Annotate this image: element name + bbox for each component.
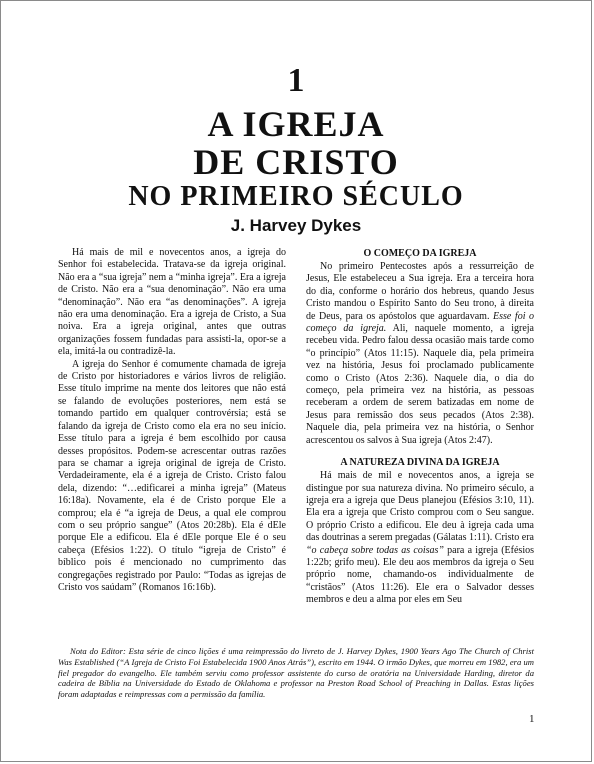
right-paragraph-1-start: No primeiro Pentecostes após a ressurreição de Jesus, Ele estabeleceu a Sua igreja. Era a terceira hora do dia, conforme o horário dos hebreus, quando Jesus Cristo mandou o Espírito Santo do Seu trono, à direita de Deus, para os apóstolos que aguardavam. xyxy=(306,261,534,322)
right-paragraph-1-emphasis: Esse foi o começo da igreja. xyxy=(306,310,535,335)
right-column xyxy=(306,247,534,607)
editor-note: Nota do Editor: Esta série de cinco lições é uma reimpressão do livreto de J. Harvey Dykes, 1900 Years Ago The Church of Christ Was Established (“A Igreja de Cristo Foi Estabelecida 1900 Anos Atrás”), escrito em 1944. O irmão Dykes, que morreu em 1982, era um fiel pregador do evangelho. Ele também serviu como professor assistente do curso de oratória na Universidade Harding, diretor da cadeira de Bíblia na Universidade do Estado de Oklahoma e professor na Preston Road School of Preaching in Dallas. Estas lições foram adaptadas e reimpressas com a permissão da família. xyxy=(58,646,534,700)
title-line-3: NO PRIMEIRO SÉCULO xyxy=(128,181,464,212)
right-paragraph-1 xyxy=(306,261,534,447)
section-heading-beginning: O COMEÇO DA IGREJA xyxy=(363,248,477,259)
left-column xyxy=(58,247,286,594)
section-heading-divine-nature: A NATUREZA DIVINA DA IGREJA xyxy=(340,457,500,469)
right-paragraph-2-emphasis: “o cabeça sobre todas as coisas” xyxy=(306,544,444,556)
right-paragraph-1-end: Ali, naquele momento, a igreja recebeu vida. Pedro falou dessa ocasião mais tarde como “o princípio” (Atos 11:15). Naquele dia, pela primeira vez na história, Jesus foi proclamado publicamente como o Cristo (Atos 2:36). Naquele dia, o dia do começo, pela primeira vez na história, as pessoas receberam a ordem de serem batizadas em nome de Jesus para remissão dos seus pecados (Atos 2:38). Naquele dia, pela primeira vez na história, o Senhor acrescentou os salvos à Sua igreja (Atos 2:47). xyxy=(306,323,534,446)
author-name: J. Harvey Dykes xyxy=(230,216,362,235)
page-number: 1 xyxy=(529,713,535,725)
chapter-number: 1 xyxy=(287,62,305,99)
right-paragraph-2-end: para a igreja (Efésios 1:22b; grifo meu). Ele deu aos membros da igreja o Seu próprio nome, chamando-os individualmente de “cristãos” (Atos 11:26). Ele era o Salvador desses membros e deu a alma por eles em Seu xyxy=(306,544,534,606)
title-line-1: A IGREJA xyxy=(207,104,385,144)
left-paragraph-2: A igreja do Senhor é comumente chamada de igreja de Cristo por historiadores e vários livros de religião. Esse título imprime na mente dos leitores que não está se falando de evoluções posteriores, nem está se tomando partido em qualquer controvérsia; está se falando da igreja de Cristo como ela era no seu início. Esse título para a igreja é bem escolhido por causa desses propósitos. Podem-se acrescentar outras razões para se chamar a igreja original de igreja de Cristo. Verdadeiramente, ela é a igreja de Cristo. Cristo falou dela, dizendo: “…edificarei a minha igreja” (Mateus 16:18a). Novamente, ela é de Cristo porque Ele a comprou; ela é “a igreja de Deus, a qual ele comprou com o seu próprio sangue” (Atos 20:28b). Ela é dEle porque Ele a edificou. Ela é dEle porque Ele é o seu cabeça (Efésios 1:22). O título “igreja de Cristo” é bíblico pois é mencionado no cumprimento das congregações registrado por Paulo: “Todas as igrejas de Cristo vos saúdam” (Romanos 16:16b). xyxy=(58,358,286,593)
right-paragraph-2-start: Há mais de mil e novecentos anos, a igreja se distingue por sua natureza divina. No primeiro século, a igreja era a igreja que Deus planejou (Efésios 3:10, 11). Ela era a igreja que Cristo comprou com o Seu sangue. O próprio Cristo a edificou. Ele deu à igreja cada uma das doutrinas a serem pregadas (Gálatas 1:11). Cristo era xyxy=(306,470,534,544)
right-paragraph-2 xyxy=(306,470,534,606)
left-paragraph-1: Há mais de mil e novecentos anos, a igreja do Senhor foi estabelecida. Tratava-se da igreja original. Não era a “sua igreja” nem a “minha igreja”. Era a igreja de Cristo. Não era a “sua denominação”. Não era uma “denominação”. Não era “as denominações”. A igreja não era uma denominação. Era a igreja de Cristo, a Sua noiva. Era a igreja original, antes que outras organizações fossem fundadas para assisti-la, opor-se a ela, imitá-la ou contradizê-la. xyxy=(58,247,286,358)
title-line-2: DE CRISTO xyxy=(193,142,399,182)
